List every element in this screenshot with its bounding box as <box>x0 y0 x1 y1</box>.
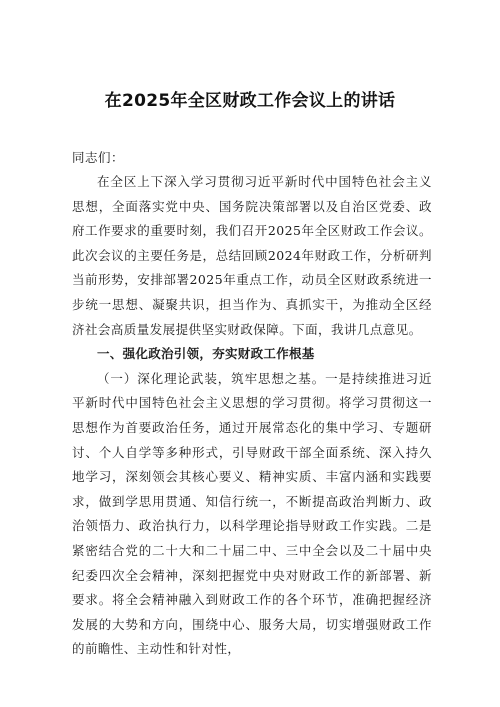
document-title: 在2025年全区财政工作会议上的讲话 <box>104 91 396 111</box>
section-heading: 一、强化政治引领，夯实财政工作根基 <box>97 346 315 362</box>
salutation: 同志们： <box>72 150 125 165</box>
intro-paragraph: 在全区上下深入学习贯彻习近平新时代中国特色社会主义思想，全面落实党中央、国务院决策部署以及自治区党委、政府工作要求的重要时刻，我们召开2025年全区财政工作会议。此次会议的主要任务是，总结回顾2024年财政工作，分析研判当前形势，安排部署2025年重点工作，动员全区财政系统进一步统一思想、凝聚共识，担当作为、真抓实干，为推动全区经济社会高质量发展提供坚实财政保障。下面，我讲几点意见。 <box>72 174 432 337</box>
section-paragraph: （一）深化理论武装，筑牢思想之基。一是持续推进习近平新时代中国特色社会主义思想的学习贯彻。将学习贯彻这一思想作为首要政治任务，通过开展常态化的集中学习、专题研讨、个人自学等多种形式，引导财政干部全面系统、深入持久地学习，深刻领会其核心要义、精神实质、丰富内涵和实践要求，做到学思用贯通、知信行统一，不断提高政治判断力、政治领悟力、政治执行力，以科学理论指导财政工作实践。二是紧密结合党的二十大和二十届二中、三中全会以及二十届中央纪委四次全会精神，深刻把握党中央对财政工作的新部署、新要求。将全会精神融入到财政工作的各个环节，准确把握经济发展的大势和方向，围绕中心、服务大局，切实增强财政工作的前瞻性、主动性和针对性， <box>72 370 432 657</box>
document-body <box>72 146 432 662</box>
